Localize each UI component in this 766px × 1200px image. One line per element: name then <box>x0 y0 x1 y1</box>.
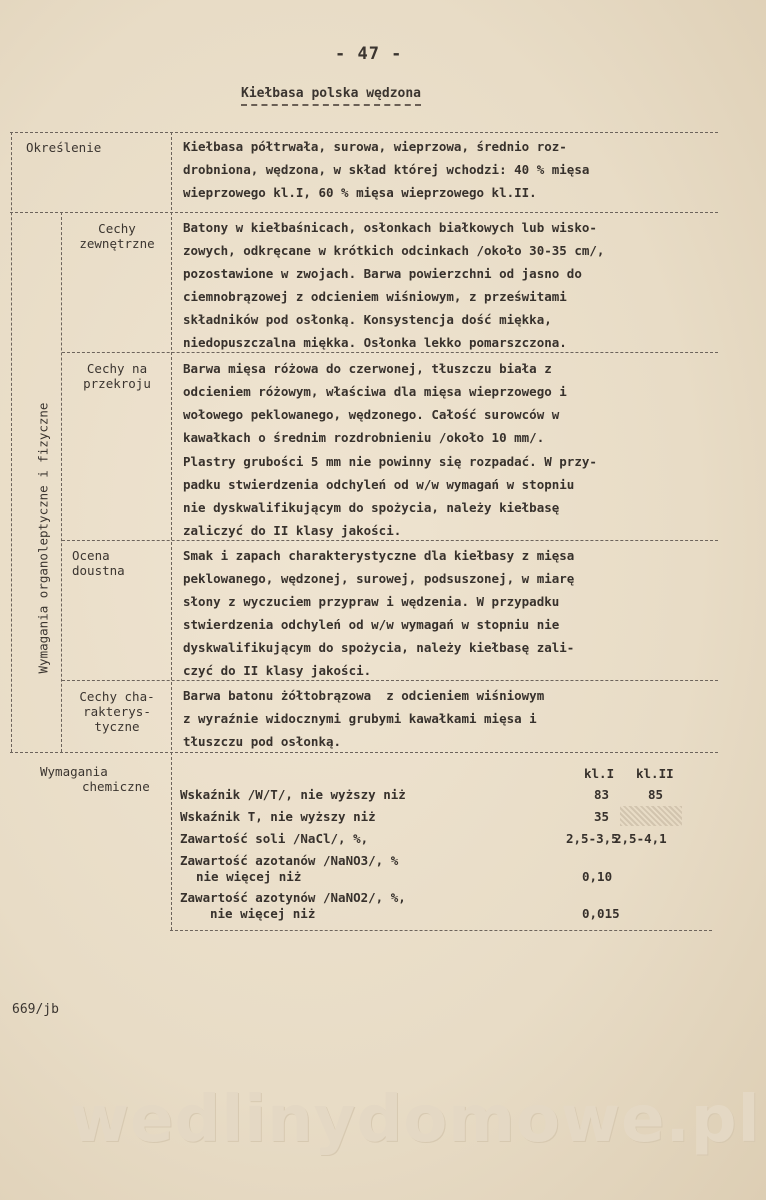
text-line: z wyraźnie widocznymi grubymi kawałkami mięsa i <box>183 711 537 726</box>
table-line <box>61 212 62 752</box>
table-line <box>10 212 718 213</box>
text-line: wieprzowego kl.I, 60 % mięsa wieprzowego kl.II. <box>183 185 537 200</box>
chem-row-name-cont: nie więcej niż <box>196 869 302 884</box>
chem-row-name-cont: nie więcej niż <box>210 906 316 921</box>
text-line: zaliczyć do II klasy jakości. <box>183 523 402 538</box>
wymagania-chemiczne-label: Wymagania chemiczne <box>40 764 150 794</box>
text-line: pozostawione w zwojach. Barwa powierzchni od jasno do <box>183 266 582 281</box>
chem-value-both: 0,10 <box>582 869 613 884</box>
table-line <box>171 132 172 930</box>
chem-value-kl1: 83 <box>594 787 610 802</box>
table-line <box>10 132 718 133</box>
table-line <box>10 752 718 753</box>
cechy-charakterystyczne-label: Cechy cha- rakterys- tyczne <box>79 689 155 734</box>
chem-row-name: Zawartość soli /NaCl/, %, <box>180 831 369 846</box>
chem-row-name: Wskaźnik T, nie wyższy niż <box>180 809 376 824</box>
chem-value-kl2: 85 <box>648 787 664 802</box>
chem-row-name: Wskaźnik /W/T/, nie wyższy niż <box>180 787 406 802</box>
page-number: - 47 - <box>335 44 403 64</box>
text-line: wołowego peklowanego, wędzonego. Całość surowców w <box>183 407 560 422</box>
text-line: kawałkach o średnim rozdrobnieniu /około 10 mm/. <box>183 430 545 445</box>
chem-row-name: Zawartość azotanów /NaNO3/, % <box>180 853 399 868</box>
text-line: tłuszczu pod osłonką. <box>183 734 342 749</box>
text-line: niedopuszczalna miękka. Osłonka lekko pomarszczona. <box>183 335 567 350</box>
col-header-kl1: kl.I <box>584 766 615 781</box>
text-line: odcieniem różowym, właściwa dla mięsa wieprzowego i <box>183 384 567 399</box>
ocena-doustna-label: Ocena doustna <box>72 548 125 578</box>
text-line: stwierdzenia odchyleń od w/w wymagań w stopniu nie <box>183 617 560 632</box>
okreslenie-label: Określenie <box>26 140 102 155</box>
text-line: nie dyskwalifikującym do spożycia, należy kiełbasę <box>183 500 560 515</box>
table-line <box>62 680 718 681</box>
text-line: czyć do II klasy jakości. <box>183 663 372 678</box>
watermark: wedlinydomowe.pl <box>70 1083 761 1157</box>
text-line: drobniona, wędzona, w skład której wchodzi: 40 % mięsa <box>183 162 590 177</box>
text-line: ciemnobrązowej z odcieniem wiśniowym, z prześwitami <box>183 289 567 304</box>
text-line: zowych, odkręcane w krótkich odcinkach /około 30-35 cm/, <box>183 243 605 258</box>
document-title: Kiełbasa polska wędzona <box>241 86 421 106</box>
cechy-na-przekroju-label: Cechy na przekroju <box>83 361 151 391</box>
chem-value-kl2: 2,5-4,1 <box>614 831 667 846</box>
text-line: Kiełbasa półtrwała, surowa, wieprzowa, średnio roz- <box>183 139 567 154</box>
col-header-kl2: kl.II <box>636 766 674 781</box>
text-line: dyskwalifikującym do spożycia, należy kiełbasę zali- <box>183 640 575 655</box>
text-line: Smak i zapach charakterystyczne dla kiełbasy z mięsa <box>183 548 575 563</box>
chem-value-kl1: 2,5-3,5 <box>566 831 619 846</box>
text-line: Plastry grubości 5 mm nie powinny się rozpadać. W przy- <box>183 454 597 469</box>
hatched-cell <box>620 806 682 826</box>
text-line: Batony w kiełbaśnicach, osłonkach białkowych lub wisko- <box>183 220 597 235</box>
chem-value-kl1: 35 <box>594 809 610 824</box>
table-line <box>170 930 712 931</box>
cechy-zewnetrzne-label: Cechy zewnętrzne <box>79 221 155 251</box>
group-label-organoleptic: Wymagania organoleptyczne i fizyczne <box>35 402 51 674</box>
document-code: 669/jb <box>12 1002 59 1017</box>
text-line: Barwa batonu żółtobrązowa z odcieniem wiśniowym <box>183 688 545 703</box>
text-line: składników pod osłonką. Konsystencja dość miękka, <box>183 312 552 327</box>
text-line: słony z wyczuciem przypraw i wędzenia. W przypadku <box>183 594 560 609</box>
text-line: padku stwierdzenia odchyleń od w/w wymagań w stopniu <box>183 477 575 492</box>
chem-row-name: Zawartość azotynów /NaNO2/, %, <box>180 890 406 905</box>
text-line: Barwa mięsa różowa do czerwonej, tłuszczu biała z <box>183 361 552 376</box>
text-line: peklowanego, wędzonej, surowej, podsuszonej, w miarę <box>183 571 575 586</box>
chem-value-both: 0,015 <box>582 906 620 921</box>
table-line <box>11 132 12 752</box>
